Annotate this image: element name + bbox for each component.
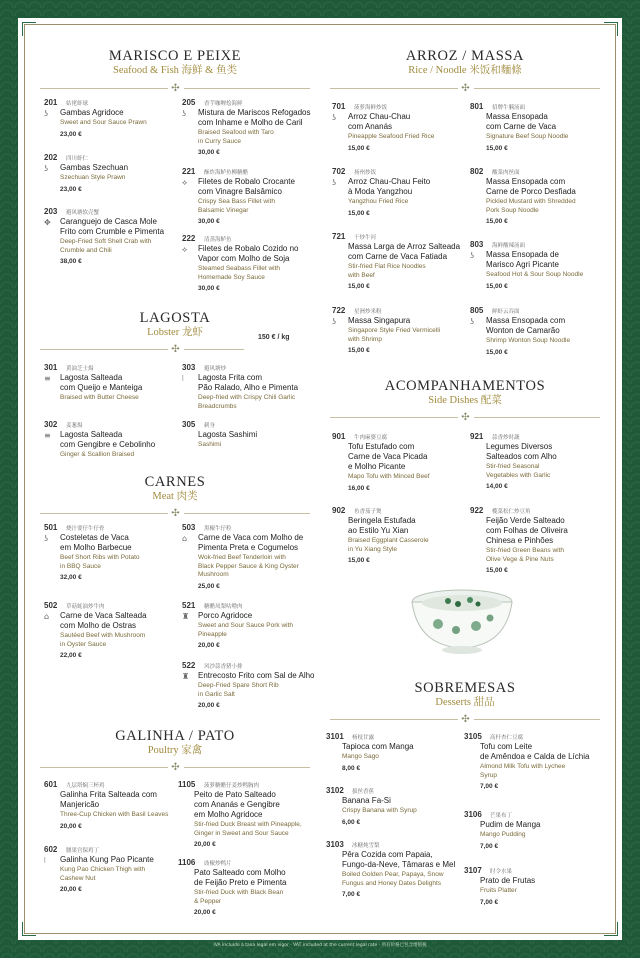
item-number: 602 [44, 845, 58, 854]
item-name: Mistura de Mariscos Refogados com Inhame e Molho de Caril [198, 108, 311, 127]
section-title: GALINHA / PATO [115, 728, 235, 744]
item-number: 201 [44, 98, 58, 107]
corner-ornament [604, 922, 618, 936]
corner-ornament [22, 22, 36, 36]
separator-line [184, 88, 310, 89]
item-chinese-name: 招牌牛腩汤面 [492, 105, 526, 111]
chili-icon: ⦚ [44, 856, 46, 865]
section-title: ARROZ / MASSA [405, 48, 525, 64]
item-chinese-name: 菠萝糖醋仔姜炒鸭胸肉 [204, 783, 260, 789]
item-name-block [348, 112, 484, 154]
item-name: Massa Singapura [348, 316, 411, 325]
item-name: Legumes Diversos Salteados com Alho [486, 442, 557, 461]
item-name: Caranguejo de Casca Mole Frito com Crumble e Pimenta [60, 217, 165, 236]
item-price: 16,00 € [348, 484, 370, 492]
item-name-block [348, 516, 484, 566]
item-price: 30,00 € [198, 285, 220, 292]
item-price: 20,00 € [198, 642, 220, 649]
item-number: 521 [182, 601, 196, 610]
item-number: 901 [332, 432, 346, 441]
section-sobremesas [330, 680, 600, 709]
item-name: Feijão Verde Salteado com Folhas de Oliveira Chinesa e Pinhões [486, 516, 568, 545]
item-description: Wok-fried Beef Tenderloin with Black Pepper Sauce & King Oyster Mushroom [198, 554, 299, 578]
item-price: 6,00 € [342, 818, 361, 826]
item-number: 222 [182, 234, 196, 243]
item-chinese-name: 黑椒牛仔粒 [204, 526, 232, 532]
item-name-block [198, 177, 334, 227]
item-number: 801 [470, 102, 484, 111]
item-chinese-name: 刺身 [204, 423, 216, 429]
item-chinese-name: 鲜虾云吞面 [492, 309, 520, 315]
item-chinese-name: 拔丝香蕉 [352, 789, 375, 795]
crab-icon: ✥ [44, 218, 51, 227]
item-price: 7,00 € [480, 783, 499, 790]
fish-icon: ⟡ [182, 245, 188, 254]
item-name: Lagosta Salteada com Gengibre e Cebolinho [60, 430, 156, 449]
item-price: 7,00 € [480, 842, 499, 850]
item-name: Prato de Frutas [480, 876, 536, 885]
pig-icon: ♜ [182, 672, 190, 681]
item-number: 1105 [178, 780, 196, 789]
item-chinese-name: 清蒸海鲈鱼 [204, 237, 232, 243]
shrimp-icon: ʖ [44, 109, 49, 118]
item-name: Beringela Estufada ao Estilo Yu Xian [348, 516, 416, 535]
item-name-block [198, 430, 334, 450]
item-name: Tofu com Leite de Amêndoa e Calda de Líchia [480, 742, 590, 761]
item-name: Filetes de Robalo Cozido no Vapor com Molho de Soja [198, 244, 299, 263]
item-name-block [194, 790, 330, 850]
shrimp-icon: ʖ [332, 113, 337, 122]
separator-line [40, 349, 168, 350]
item-number: 1106 [178, 858, 196, 867]
item-description: Deep-Fried Soft Shell Crab with Crumble and Chili [60, 238, 152, 254]
vat-footer: IVA incluído à taxa legal em vigor · VAT included at the current legal rate · 所有价格已包含增值税 [213, 943, 427, 948]
item-chinese-name: 四川虾仁 [66, 156, 89, 162]
bone-icon: ʖ [44, 534, 49, 543]
item-name-block [480, 876, 616, 908]
item-number: 3105 [464, 732, 482, 741]
section-title: CARNES [144, 474, 206, 490]
corner-ornament [604, 22, 618, 36]
item-number: 805 [470, 306, 484, 315]
item-price: 22,00 € [60, 652, 82, 659]
item-description: Sautéed Beef with Mushroom in Oyster Sauce [60, 632, 146, 648]
item-chinese-name: 姑佬虾球 [66, 101, 89, 107]
item-description: Deep-Fried Spare Short Rib in Garlic Salt [198, 682, 279, 698]
item-number: 3106 [464, 810, 482, 819]
separator-line [40, 88, 168, 89]
shrimp-icon: ʖ [44, 164, 49, 173]
item-name-block [60, 108, 196, 140]
item-name: Galinha Kung Pao Picante [60, 855, 154, 864]
item-price: 20,00 € [194, 909, 216, 916]
item-chinese-name: 杨枝甘露 [352, 735, 375, 741]
separator-line [330, 417, 458, 418]
item-number: 221 [182, 167, 196, 176]
item-price: 20,00 € [60, 886, 82, 893]
item-name: Lagosta Sashimi [198, 430, 258, 439]
item-description: Braised Eggplant Casserole in Yu Xiang Style [348, 537, 429, 553]
item-number: 902 [332, 506, 346, 515]
item-price: 14,00 € [486, 483, 508, 490]
item-number: 721 [332, 232, 346, 241]
item-number: 3101 [326, 732, 344, 741]
item-description: Stir-fried Flat Rice Noodles with Beef [348, 263, 426, 279]
item-number: 502 [44, 601, 58, 610]
item-number: 701 [332, 102, 346, 111]
item-description: Stir-fried Duck with Black Bean & Pepper [194, 889, 284, 905]
mushroom-icon: ⌂ [44, 612, 50, 621]
item-chinese-name: 牛肉麻婆豆腐 [354, 435, 388, 441]
item-name-block [348, 316, 484, 356]
item-description: Beef Short Ribs with Potato in BBQ Sauce [60, 554, 140, 570]
shrimp-icon: ʖ [332, 317, 337, 326]
item-name: Massa Ensopada de Marisco Agri Picante [486, 250, 559, 269]
item-number: 803 [470, 240, 484, 249]
item-name: Pêra Cozida com Papaia, Fungo-da-Neve, Tâmaras e Mel [342, 850, 456, 869]
item-name-block [342, 742, 478, 774]
item-price: 8,00 € [342, 764, 361, 772]
item-price: 30,00 € [198, 149, 220, 156]
item-number: 305 [182, 420, 196, 429]
item-chinese-name: 避风塘炒 [204, 366, 227, 372]
item-price: 38,00 € [60, 258, 82, 265]
item-name: Tofu Estufado com Carne de Vaca Picada e Molho Picante [348, 442, 428, 471]
item-number: 522 [182, 661, 196, 670]
section-subtitle: Poultry 家禽 [147, 745, 203, 756]
mushroom-icon: ⌂ [182, 534, 188, 543]
lobster-price: 150 € / kg [258, 334, 290, 341]
flower-ornament-icon: ✣ [171, 83, 180, 94]
item-number: 503 [182, 523, 196, 532]
item-description: Pineapple Seafood Fried Rice [348, 133, 435, 140]
item-name: Galinha Frita Salteada com Manjericão [60, 790, 157, 809]
fish-icon: ⟡ [182, 178, 188, 187]
chili-icon: ⦚ [182, 374, 184, 383]
item-chinese-name: 九层塔焖三杯鸡 [66, 783, 105, 789]
item-name: Lagosta Frita com Pão Ralado, Alho e Pimenta [198, 373, 299, 392]
item-price: 15,00 € [348, 557, 370, 564]
item-name-block [60, 217, 196, 267]
item-chinese-name: 榄菜松仁炒豆角 [492, 509, 531, 515]
item-price: 15,00 € [348, 209, 370, 217]
item-number: 301 [44, 363, 58, 372]
item-description: Fruits Platter [480, 887, 517, 894]
item-description: Ginger & Scallion Braised [60, 451, 135, 458]
section-subtitle: Desserts 甜品 [435, 697, 495, 708]
item-chinese-name: 冰糖炖雪梨 [352, 843, 380, 849]
item-description: Almond Milk Tofu with Lychee Syrup [480, 763, 566, 779]
item-chinese-name: 草菇蚝油炒牛肉 [66, 604, 105, 610]
item-name: Carne de Vaca com Molho de Pimenta Preta e Cogumelos [198, 533, 304, 552]
separator-line [40, 513, 168, 514]
item-chinese-name: 避风塘软壳蟹 [66, 210, 100, 216]
item-name: Massa Ensopada com Carne de Vaca [486, 112, 557, 131]
item-name-block [348, 177, 484, 219]
pig-icon: ♜ [182, 612, 190, 621]
section-subtitle: Lobster 龙虾 [147, 327, 203, 338]
item-name: Banana Fa-Si [342, 796, 391, 805]
item-description: Stir-fried Seasonal Vegetables with Garlic [486, 463, 551, 479]
item-name: Arroz Chau-Chau com Ananás [348, 112, 411, 131]
item-name-block [60, 855, 196, 895]
item-chinese-name: 扬州炒饭 [354, 170, 377, 176]
item-description: Singapore Style Fried Vermicelli with Shrimp [348, 327, 441, 343]
item-number: 601 [44, 780, 58, 789]
item-chinese-name: 蒜香炒时蔬 [492, 435, 520, 441]
item-price: 23,00 € [60, 130, 82, 138]
item-price: 15,00 € [348, 144, 370, 152]
item-name-block [60, 430, 196, 460]
item-chinese-name: 腰果宫保鸡丁 [66, 848, 100, 854]
item-name: Filetes de Robalo Crocante com Vinagre Balsâmico [198, 177, 295, 196]
item-chinese-name: 风沙蒜香猪小排 [204, 664, 243, 670]
item-price: 15,00 € [486, 218, 508, 225]
item-number: 203 [44, 207, 58, 216]
flower-ornament-icon: ✣ [171, 762, 180, 773]
item-description: Shrimp Wonton Soup Noodle [486, 337, 571, 344]
item-chinese-name: 干炒牛河 [354, 235, 377, 241]
item-name: Pato Salteado com Molho de Feijão Preto e Pimenta [194, 868, 287, 887]
item-chinese-name: 香芋咖喱烩海鲜 [204, 101, 243, 107]
item-name-block [198, 108, 334, 158]
item-name-block [60, 790, 196, 832]
item-name: Peito de Pato Salteado com Ananás e Gengibre em Molho Agridoce [194, 790, 280, 819]
section-marisco [40, 48, 310, 77]
lobster-icon: ≡ [44, 431, 51, 440]
item-name: Arroz Chau-Chau Feito à Moda Yangzhou [348, 177, 431, 196]
item-chinese-name: 菠萝海鲜炒饭 [354, 105, 388, 111]
item-number: 3103 [326, 840, 344, 849]
flower-ornament-icon: ✣ [171, 508, 180, 519]
shrimp-fish-icon: ʖ [182, 109, 187, 118]
shrimp-icon: ʖ [470, 251, 475, 260]
section-subtitle: Side Dishes 配菜 [428, 395, 502, 406]
item-name: Tapioca com Manga [342, 742, 414, 751]
item-name: Carne de Vaca Salteada com Molho de Ostras [60, 611, 147, 630]
section-title: ACOMPANHAMENTOS [384, 378, 546, 394]
item-number: 922 [470, 506, 484, 515]
item-description: Signature Beef Soup Noodle [486, 133, 569, 140]
item-description: Mango Sago [342, 753, 379, 760]
item-number: 921 [470, 432, 484, 441]
item-name: Costeletas de Vaca em Molho Barbecue [60, 533, 132, 552]
item-description: Seafood Hot & Sour Soup Noodle [486, 271, 584, 278]
item-chinese-name: 姜葱焗 [66, 423, 83, 429]
item-number: 3102 [326, 786, 344, 795]
section-acomp [330, 378, 600, 407]
item-price: 30,00 € [198, 218, 220, 225]
item-chinese-name: 黄油芝士焗 [66, 366, 94, 372]
flower-ornament-icon: ✣ [461, 714, 470, 725]
item-name: Massa Ensopada com Wonton de Camarão [486, 316, 566, 335]
item-name-block [486, 112, 622, 154]
item-description: Sashimi [198, 441, 222, 448]
section-subtitle: Seafood & Fish 海鲜 & 鱼类 [113, 65, 237, 76]
separator-line [184, 513, 310, 514]
section-subtitle: Rice / Noodle 米饭和麵條 [408, 65, 522, 76]
item-description: Stir-fried Green Beans with Olive Vege & Pine Nuts [486, 547, 565, 563]
item-name-block [348, 442, 484, 494]
item-chinese-name: 烧汁要仔牛仔骨 [66, 526, 105, 532]
item-description: Kung Pao Chicken Thigh with Cashew Nut [60, 866, 146, 882]
item-description: Crispy Sea Bass Fillet with Balsamic Vinegar [198, 198, 275, 214]
item-price: 20,00 € [60, 822, 82, 830]
item-price: 7,00 € [480, 898, 499, 906]
flower-ornament-icon: ✣ [461, 83, 470, 94]
item-description: Mapo Tofu with Minced Beef [348, 473, 430, 480]
lobster-icon: ≡ [44, 374, 51, 383]
item-description: Szechuan Style Prawn [60, 174, 126, 181]
separator-line [474, 417, 600, 418]
item-description: Three-Cup Chicken with Basil Leaves [60, 811, 169, 818]
separator-line [330, 719, 458, 720]
item-name: Entrecosto Frito com Sal de Alho [198, 671, 315, 680]
item-price: 20,00 € [194, 841, 216, 848]
item-number: 3107 [464, 866, 482, 875]
item-description: Pickled Mustard with Shredded Pork Soup Noodle [486, 198, 576, 214]
item-chinese-name: 高杆杏仁豆腐 [490, 735, 524, 741]
item-name-block [486, 177, 622, 227]
separator-line [184, 767, 310, 768]
item-name-block [480, 742, 616, 792]
separator-line [474, 719, 600, 720]
item-name-block [486, 442, 622, 492]
section-carnes [40, 474, 310, 503]
item-description: Stir-fried Duck Breast with Pineapple, Ginger in Sweet and Sour Sauce [194, 821, 302, 837]
item-number: 501 [44, 523, 58, 532]
item-name-block [198, 611, 334, 651]
item-price: 32,00 € [60, 574, 82, 581]
item-name-block [60, 611, 196, 661]
item-description: Sweet and Sour Sauce Prawn [60, 119, 147, 126]
item-name-block [60, 373, 196, 403]
section-title: LAGOSTA [139, 310, 211, 326]
item-chinese-name: 芒果布丁 [490, 813, 513, 819]
item-number: 702 [332, 167, 346, 176]
item-name-block [342, 796, 478, 828]
item-price: 7,00 € [342, 891, 361, 898]
item-chinese-name: 豉椒炒鸭片 [204, 861, 232, 867]
item-price: 15,00 € [348, 283, 370, 290]
separator-line [40, 767, 168, 768]
item-name-block [486, 516, 622, 576]
item-price: 15,00 € [348, 347, 370, 354]
item-name: Massa Larga de Arroz Salteada com Carne de Vaca Fatiada [348, 242, 461, 261]
section-title: SOBREMESAS [414, 680, 516, 696]
item-chinese-name: 时令水果 [490, 869, 513, 875]
item-price: 15,00 € [486, 144, 508, 152]
flower-ornament-icon: ✣ [171, 344, 180, 355]
item-name-block [486, 250, 622, 292]
shrimp-icon: ʖ [470, 317, 475, 326]
item-description: Steamed Seabass Fillet with Homemade Soy Sauce [198, 265, 281, 281]
item-description: Sweet and Sour Sauce Pork with Pineapple [198, 622, 294, 638]
item-number: 302 [44, 420, 58, 429]
item-price: 23,00 € [60, 185, 82, 193]
section-subtitle: Meat 肉类 [152, 491, 198, 502]
section-galinha [40, 728, 310, 757]
item-name-block [198, 244, 334, 294]
item-price: 25,00 € [198, 582, 220, 590]
item-chinese-name: 酥炸海鲈鱼柳糖醋 [204, 170, 249, 176]
item-name-block [194, 868, 330, 918]
item-number: 303 [182, 363, 196, 372]
item-description: Boiled Golden Pear, Papaya, Snow Fungus and Honey Dates Delights [342, 871, 444, 887]
item-chinese-name: 糖醋凤梨咕噜肉 [204, 604, 243, 610]
item-description: Yangzhou Fried Rice [348, 198, 409, 205]
item-name-block [198, 533, 334, 592]
item-chinese-name: 鱼香茄子煲 [354, 509, 382, 515]
item-description: Braised Seafood with Taro in Curry Sauce [198, 129, 274, 145]
item-name-block [342, 850, 478, 900]
item-number: 205 [182, 98, 196, 107]
item-chinese-name: 星洲炒米粉 [354, 309, 382, 315]
corner-ornament [22, 922, 36, 936]
item-name: Lagosta Salteada com Queijo e Manteiga [60, 373, 143, 392]
item-chinese-name: 海鲜酸辣汤面 [492, 243, 526, 249]
item-chinese-name: 酸菜肉丝面 [492, 170, 520, 176]
separator-line [474, 88, 600, 89]
flower-ornament-icon: ✣ [461, 412, 470, 423]
item-name-block [486, 316, 622, 358]
item-number: 202 [44, 153, 58, 162]
item-price: 15,00 € [486, 282, 508, 290]
item-name: Massa Ensopada com Carne de Porco Desfiada [486, 177, 576, 196]
item-description: Braised with Butter Cheese [60, 394, 139, 401]
item-description: Crispy Banana with Syrup [342, 807, 417, 814]
item-description: Mango Pudding [480, 831, 526, 838]
section-title: MARISCO E PEIXE [108, 48, 242, 64]
item-name-block [348, 242, 484, 292]
item-name-block [480, 820, 616, 852]
item-price: 15,00 € [486, 348, 508, 356]
item-name-block [198, 373, 334, 411]
item-price: 20,00 € [198, 702, 220, 709]
section-arroz [330, 48, 600, 77]
porcelain-bowl-image [408, 588, 516, 660]
item-description: Deep-fried with Crispy Chili Garlic Breadcrumbs [198, 394, 296, 410]
item-name-block [198, 671, 334, 711]
item-name-block [60, 533, 196, 583]
item-name: Gambas Szechuan [60, 163, 129, 172]
item-name-block [60, 163, 196, 195]
item-name: Pudim de Manga [480, 820, 541, 829]
shrimp-icon: ʖ [332, 178, 337, 187]
item-name: Gambas Agridoce [60, 108, 124, 117]
separator-line [330, 88, 458, 89]
item-name: Porco Agridoce [198, 611, 253, 620]
item-number: 722 [332, 306, 346, 315]
separator-line [184, 349, 244, 350]
item-price: 15,00 € [486, 567, 508, 574]
item-number: 802 [470, 167, 484, 176]
